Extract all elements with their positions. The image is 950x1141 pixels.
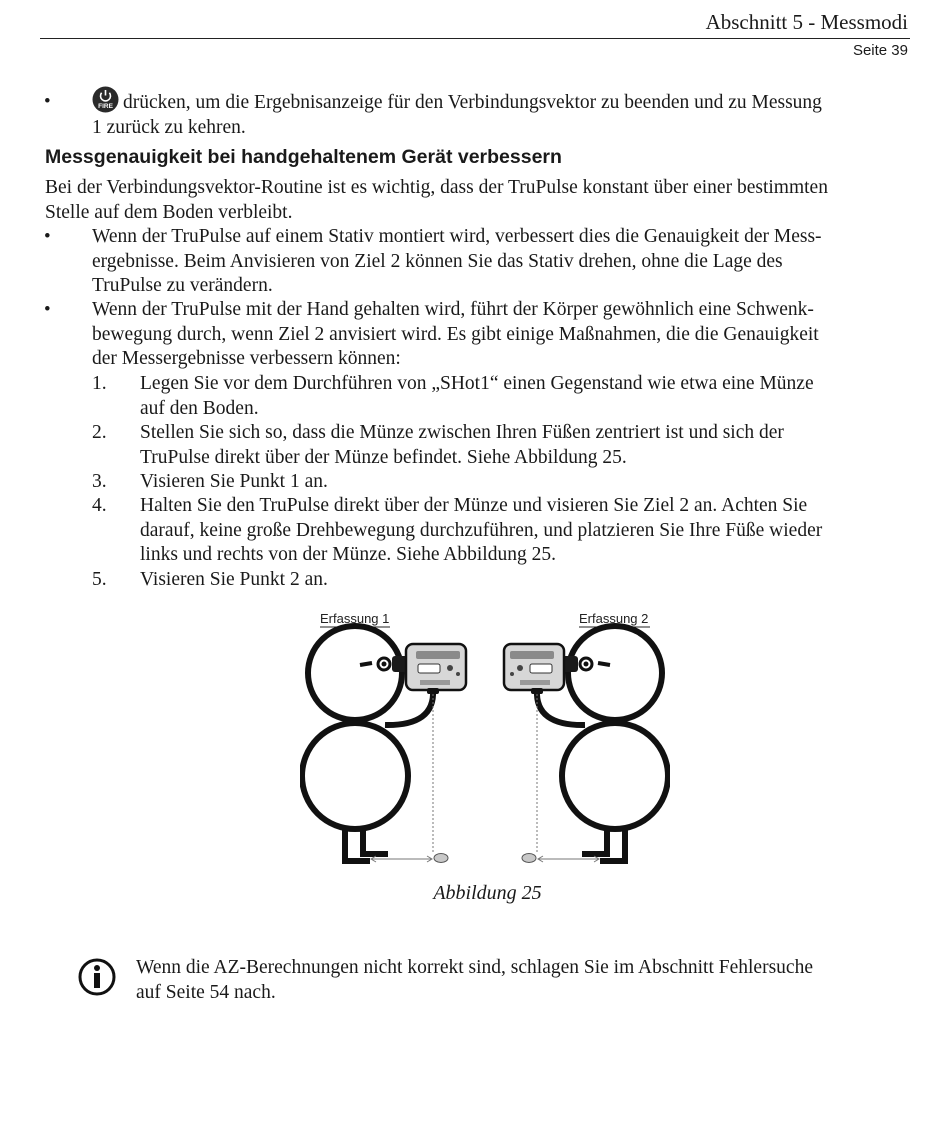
step-line: Stellen Sie sich so, dass die Münze zwischen Ihren Füßen zentriert ist und sich der xyxy=(140,422,784,443)
fire-line-1: drücken, um die Ergebnisanzeige für den Verbindungsvektor zu beenden und zu Messung xyxy=(123,92,822,113)
step-line: Halten Sie den TruPulse direkt über der Münze und visieren Sie Ziel 2 an. Achten Sie xyxy=(140,495,808,516)
figure-caption: Abbildung 25 xyxy=(433,882,542,904)
fire-label: FIRE xyxy=(98,103,113,110)
bullet-marker: • xyxy=(44,299,51,320)
eye-left xyxy=(360,658,390,670)
coin-left xyxy=(434,854,448,863)
step-line: Visieren Sie Punkt 1 an. xyxy=(140,471,328,492)
step-1 xyxy=(140,372,920,421)
step-line: darauf, keine große Drehbewegung durchzuführen, und platzieren Sie Ihre Füße wieder xyxy=(140,519,823,541)
measurement-illustration xyxy=(300,608,670,870)
figure-25 xyxy=(300,608,670,875)
body-right xyxy=(562,723,668,829)
step-line: links und rechts von der Münze. Siehe Abbildung 25. xyxy=(140,544,556,565)
label-erfassung-1: Erfassung 1 xyxy=(320,611,390,626)
intro-paragraph xyxy=(45,176,915,225)
label-erfassung-2: Erfassung 2 xyxy=(579,611,649,626)
note-line-1: Wenn die AZ-Berechnungen nicht korrekt sind, schlagen Sie im Abschnitt Fehlersuche xyxy=(136,957,813,978)
bullet-line: TruPulse zu verändern. xyxy=(92,275,273,296)
bullet-tripod xyxy=(92,225,912,299)
coin-right xyxy=(522,854,536,863)
bullet-handheld xyxy=(92,298,912,372)
body-left xyxy=(302,723,408,829)
step-3 xyxy=(140,470,920,495)
step-line: Visieren Sie Punkt 2 an. xyxy=(140,569,328,590)
leg-right-b xyxy=(582,828,607,854)
step-line: Legen Sie vor dem Durchführen von „SHot1“ einen Gegenstand wie etwa eine Münze xyxy=(140,373,814,394)
header-divider xyxy=(40,38,910,39)
bullet-marker: • xyxy=(44,91,51,112)
bullet-line: Wenn der TruPulse auf einem Stativ montiert wird, verbessert dies die Genauigkeit der Mess- xyxy=(92,226,822,247)
bullet-line: der Messergebnisse verbessern können: xyxy=(92,348,401,369)
eye-right xyxy=(580,658,610,670)
note-line-2: auf Seite 54 nach. xyxy=(136,981,276,1003)
step-2 xyxy=(140,421,920,470)
head-right xyxy=(568,626,662,720)
step-line: auf den Boden. xyxy=(140,397,259,419)
intro-line-2: Stelle auf dem Boden verbleibt. xyxy=(45,201,293,223)
intro-line-1: Bei der Verbindungsvektor-Routine ist es wichtig, dass der TruPulse konstant über einer bestimmten xyxy=(45,177,828,198)
bullet-marker: • xyxy=(44,226,51,247)
step-line: TruPulse direkt über der Münze befindet. Siehe Abbildung 25. xyxy=(140,446,627,468)
fire-instruction xyxy=(92,86,912,140)
step-number: 5. xyxy=(92,569,107,590)
step-number: 1. xyxy=(92,373,107,394)
info-icon xyxy=(78,958,116,1001)
section-heading: Messgenauigkeit bei handgehaltenem Gerät verbessern xyxy=(45,146,562,168)
step-4 xyxy=(140,494,920,568)
fire-button-icon xyxy=(92,86,119,113)
step-number: 4. xyxy=(92,495,107,516)
bullet-line: ergebnisse. Beim Anvisieren von Ziel 2 können Sie das Stativ drehen, ohne die Lage des xyxy=(92,250,783,272)
page-number: Seite 39 xyxy=(852,42,908,59)
bullet-line: bewegung durch, wenn Ziel 2 anvisiert wird. Es gibt einige Maßnahmen, die die Genauigkeit xyxy=(92,323,819,345)
bullet-line: Wenn der TruPulse mit der Hand gehalten wird, führt der Körper gewöhnlich eine Schwenk- xyxy=(92,299,814,320)
section-title: Abschnitt 5 - Messmodi xyxy=(705,10,908,34)
arm-right xyxy=(537,690,585,725)
step-number: 3. xyxy=(92,471,107,492)
arm-left xyxy=(385,690,433,725)
leg-left-b xyxy=(363,828,388,854)
head-left xyxy=(308,626,402,720)
step-number: 2. xyxy=(92,422,107,443)
info-note xyxy=(136,956,916,1005)
step-5 xyxy=(140,568,920,593)
fire-line-2: 1 zurück zu kehren. xyxy=(92,116,246,138)
